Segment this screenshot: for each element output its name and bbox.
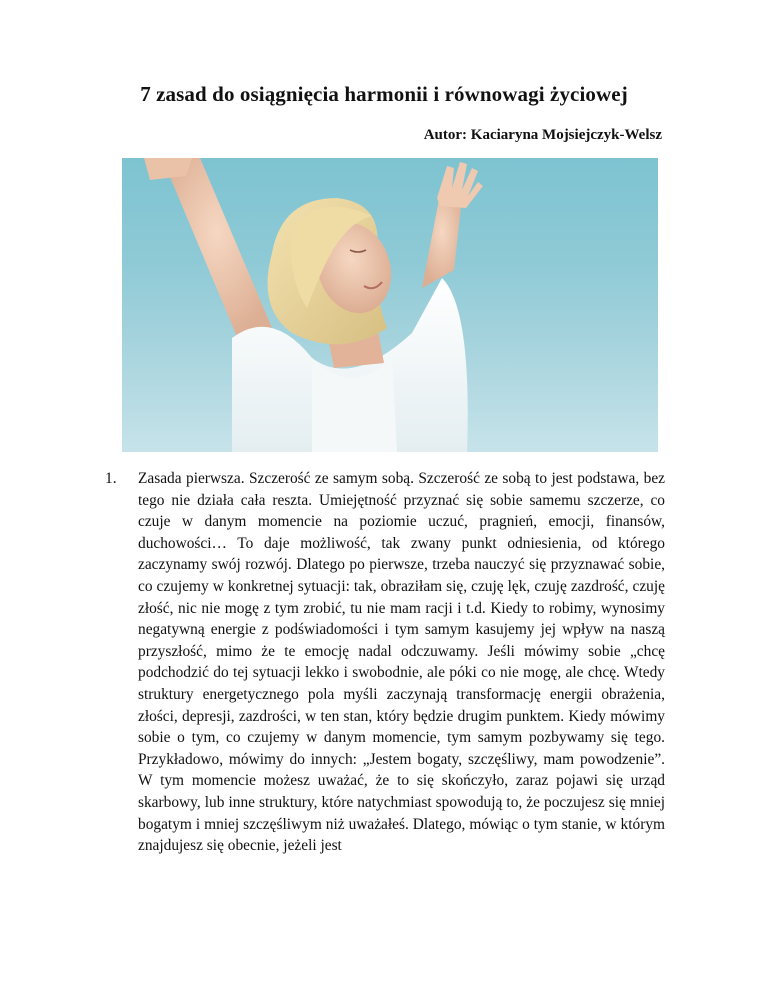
list-item-number: 1. — [105, 470, 117, 487]
principles-list — [105, 468, 665, 857]
list-item — [105, 468, 665, 857]
document-title: 7 zasad do osiągnięcia harmonii i równowagi życiowej — [140, 82, 628, 106]
author-line: Autor: Kaciaryna Mojsiejczyk-Welsz — [423, 127, 662, 143]
illustration-woman-raised-arms — [122, 158, 658, 452]
photo-illustration — [122, 158, 658, 452]
list-item-text: Zasada pierwsza. Szczerość ze samym sobą. Szczerość ze sobą to jest podstawa, bez tego nie działa cała reszta. Umiejętność przyznać się sobie samemu szczerze, co czuje w danym momencie na poziomie uczuć, pragnień, emocji, finansów, duchowości… To daje możliwość, tak zwany punkt odniesienia, od którego zaczynamy swój rozwój. Dlatego po pierwsze, trzeba nauczyć się przyznawać sobie, co czujemy w konkretnej sytuacji: tak, obraziłam się, czuję lęk, czuję zazdrość, czuję złość, nic nie mogę z tym zrobić, tu nie mam racji i t.d. Kiedy to robimy, wynosimy negatywną energie z podświadomości i tym samym kasujemy jej wpływ na naszą przyszłość, mimo że te emocję nadal odczuwamy. Jeśli mówimy sobie „chcę podchodzić do tej sytuacji lekko i swobodnie, ale póki co nie mogę, ale chcę. Wtedy struktury energetycznego pola myśli zaczynają transformację energii obrażenia, złości, depresji, zazdrości, w ten stan, który będzie drugim punktem. Kiedy mówimy sobie o tym, co czujemy w danym momencie, tym samym pozbywamy się tego. Przykładowo, mówimy do innych: „Jestem bogaty, szczęśliwy, mam powodzenie”. W tym momencie możesz uważać, że to się skończyło, zaraz pojawi się urząd skarbowy, lub inne struktury, które natychmiast spowodują to, że poczujesz się mniej bogatym i mniej szczęśliwym niż uważałeś. Dlatego, mówiąc o tym stanie, w którym znajdujesz się obecnie, jeżeli jest — [138, 470, 665, 855]
